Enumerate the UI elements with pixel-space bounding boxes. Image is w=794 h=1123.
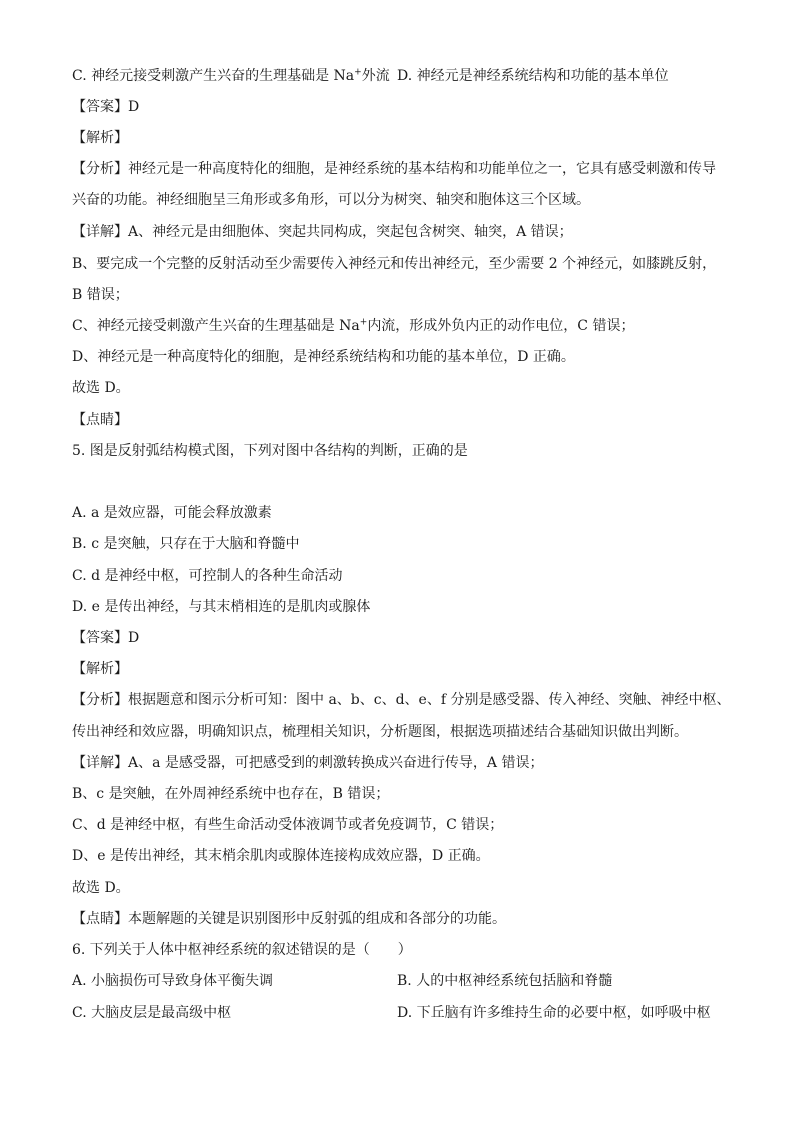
q4-detail-d: D、神经元是一种高度特化的细胞，是神经系统结构和功能的基本单位，D 正确。 — [72, 349, 575, 365]
q4-detail-b-cont: B 错误； — [72, 287, 129, 303]
q6-option-row-1 — [72, 971, 722, 991]
q6-option-d: D. 下丘脑有许多维持生命的必要中枢，如呼吸中枢 — [397, 1005, 711, 1021]
q4-option-d: D. 神经元是神经系统结构和功能的基本单位 — [397, 68, 669, 84]
q5-analysis-text-1: 【分析】根据题意和图示分析可知：图中 a、b、c、d、e、f 分别是感受器、传入神经、突触、神经中枢、 — [72, 692, 731, 708]
q4-dianjing: 【点睛】 — [72, 412, 128, 428]
q5-answer: 【答案】D — [72, 630, 140, 646]
q5-option-c: C. d 是神经中枢，可控制人的各种生命活动 — [72, 568, 343, 584]
q6-option-b: B. 人的中枢神经系统包括脑和脊髓 — [397, 973, 613, 989]
q5-option-d: D. e 是传出神经，与其末梢相连的是肌肉或腺体 — [72, 599, 371, 615]
q4-analysis-text-1: 【分析】神经元是一种高度特化的细胞，是神经系统的基本结构和功能单位之一，它具有感受刺激和传导 — [72, 161, 716, 177]
q4-option-c-d-line — [72, 66, 722, 86]
q4-analysis-heading: 【解析】 — [72, 130, 128, 146]
q5-detail-d: D、e 是传出神经，其末梢余肌肉或腺体连接构成效应器，D 正确。 — [72, 848, 490, 864]
q5-option-a: A. a 是效应器，可能会释放激素 — [72, 505, 272, 521]
q4-detail-a: 【详解】A、神经元是由细胞体、突起共同构成，突起包含树突、轴突，A 错误； — [72, 224, 573, 240]
q6-option-a: A. 小脑损伤可导致身体平衡失调 — [72, 973, 274, 989]
q4-option-c: C. 神经元接受刺激产生兴奋的生理基础是 Na+外流 — [72, 67, 390, 84]
q6-option-row-2 — [72, 1003, 722, 1023]
q5-detail-a: 【详解】A、a 是感受器，可把感受到的刺激转换成兴奋进行传导，A 错误； — [72, 755, 544, 771]
q4-analysis-text-2: 兴奋的功能。神经细胞呈三角形或多角形，可以分为树突、轴突和胞体这三个区域。 — [72, 192, 590, 208]
q5-detail-b: B、c 是突触，在外周神经系统中也存在，B 错误； — [72, 786, 390, 802]
q5-analysis-text-2: 传出神经和效应器，明确知识点，梳理相关知识，分析题图，根据选项描述结合基础知识做出判断。 — [72, 724, 688, 740]
q5-stem: 5. 图是反射弧结构模式图，下列对图中各结构的判断，正确的是 — [72, 443, 468, 459]
q6-stem: 6. 下列关于人体中枢神经系统的叙述错误的是（ ） — [72, 942, 412, 958]
q5-conclusion: 故选 D。 — [72, 880, 130, 896]
q5-analysis-heading: 【解析】 — [72, 661, 128, 677]
q4-detail-c: C、神经元接受刺激产生兴奋的生理基础是 Na+内流，形成外负内正的动作电位，C 错误； — [72, 317, 635, 334]
q5-option-b: B. c 是突触，只存在于大脑和脊髓中 — [72, 536, 300, 552]
q4-conclusion: 故选 D。 — [72, 380, 130, 396]
q6-option-c: C. 大脑皮层是最高级中枢 — [72, 1005, 232, 1021]
q4-answer: 【答案】D — [72, 99, 140, 115]
q4-detail-b: B、要完成一个完整的反射活动至少需要传入神经元和传出神经元，至少需要 2 个神经元，如膝跳反射， — [72, 256, 717, 272]
q5-dianjing: 【点睛】本题解题的关键是识别图形中反射弧的组成和各部分的功能。 — [72, 911, 506, 927]
q5-detail-c: C、d 是神经中枢，有些生命活动受体液调节或者免疫调节，C 错误； — [72, 817, 504, 833]
